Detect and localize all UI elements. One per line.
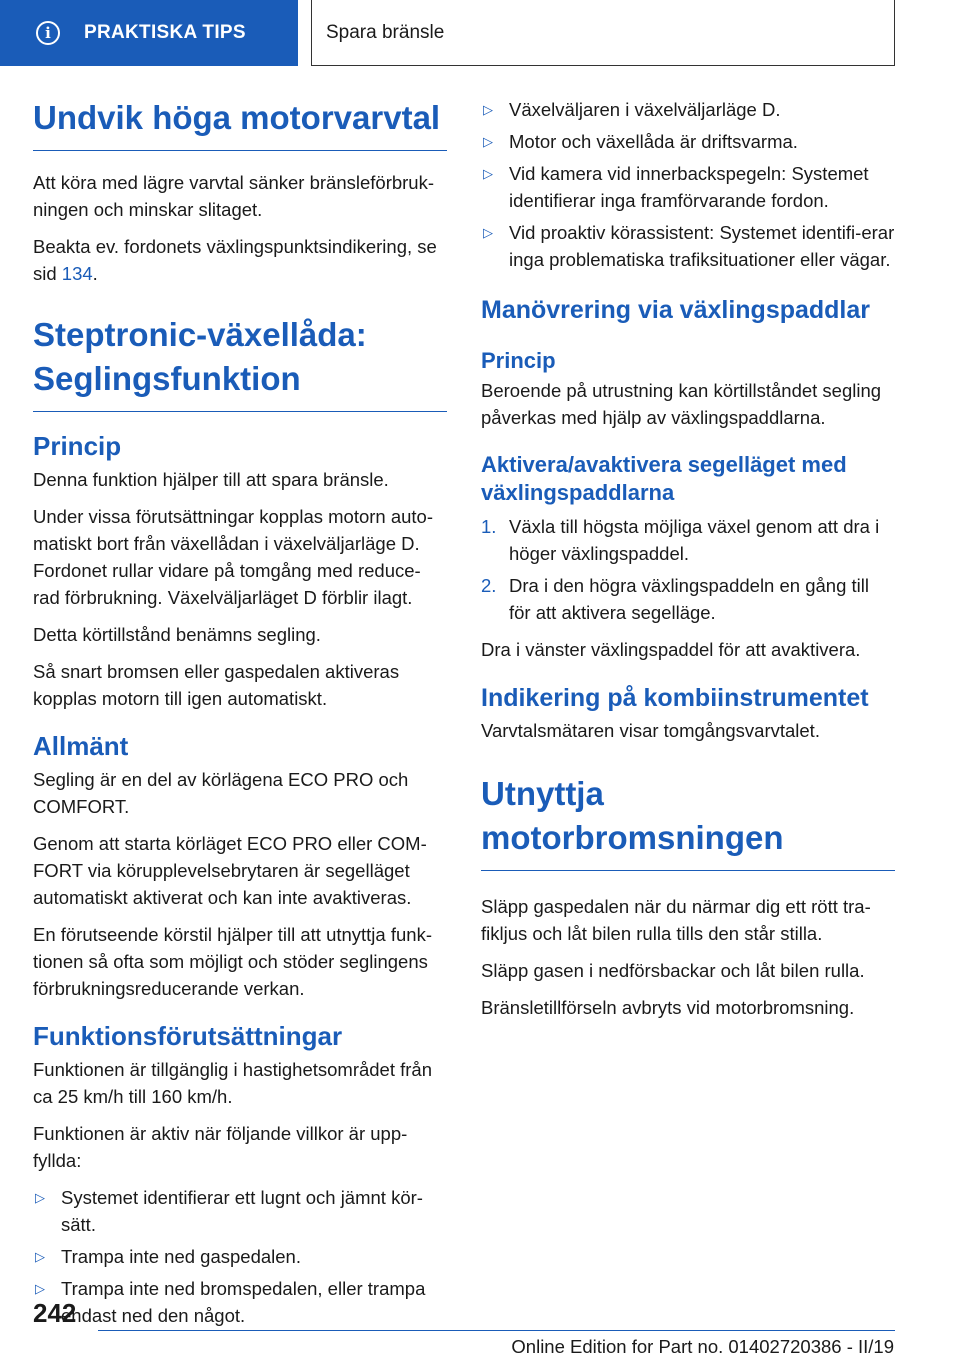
section-title-steptronic: Steptronic-växellåda: Seglingsfunktion [33,316,367,397]
condition-list-continued [481,96,895,273]
title-rule [481,870,895,871]
list-item-text: Trampa inte ned bromspedalen, eller trampa endast ned den något. [61,1278,426,1326]
triangle-bullet-icon: ▷ [35,1249,45,1264]
section-title-undvik: Undvik höga motorvarvtal [33,99,441,136]
condition-list [33,1184,447,1329]
list-item [33,1243,447,1270]
paragraph: En förutseende körstil hjälper till att utnyttja funk-tionen så ofta som möjligt och stöder seglingens förbrukningsreducerande verkan. [33,924,432,999]
list-item-text: Motor och växellåda är driftsvarma. [509,131,798,152]
paragraph: Släpp gaspedalen när du närmar dig ett rött tra-fikljus och låt bilen rulla tills den står stilla. [481,896,871,944]
paragraph: Genom att starta körläget ECO PRO eller COM-FORT via körupplevelsebrytaren är segelläget automatiskt aktiverat och kan inte avaktiveras. [33,833,427,908]
title-rule [33,150,447,151]
paragraph-with-link [33,233,447,287]
page-number: 242 [33,1298,77,1328]
list-item-text: Trampa inte ned gaspedalen. [61,1246,301,1267]
subheading-princip: Princip [33,431,122,461]
list-item-text: Systemet identifierar ett lugnt och jämnt kör-sätt. [61,1187,423,1235]
triangle-bullet-icon: ▷ [35,1190,45,1205]
edition-text: Online Edition for Part no. 01402720386 - II/19 [511,1336,894,1357]
triangle-bullet-icon: ▷ [35,1281,45,1296]
paragraph-end: . [92,263,98,284]
right-column [481,96,895,1031]
step-text: Växla till högsta möjliga växel genom att dra i höger växlingspaddel. [509,516,880,564]
step-item [481,513,895,567]
paragraph: Denna funktion hjälper till att spara bränsle. [33,469,389,490]
footer-rule [98,1330,895,1331]
subheading-funktionsforutsattningar: Funktionsförutsättningar [33,1021,343,1051]
paragraph: Släpp gasen i nedförsbackar och låt bilen rulla. [481,960,865,981]
step-text: Dra i den högra växlingspaddeln en gång till för att aktivera segelläge. [509,575,869,623]
paragraph: Varvtalsmätaren visar tomgångsvarvtalet. [481,720,820,741]
list-item [481,160,895,214]
info-icon: i [36,21,60,45]
triangle-bullet-icon: ▷ [483,102,493,117]
list-item-text: Vid kamera vid innerbackspegeln: Systemet identifierar inga framförvarande fordon. [509,163,869,211]
paragraph: Att köra med lägre varvtal sänker bränsleförbruk-ningen och minskar slitaget. [33,172,435,220]
header-section [311,0,895,66]
step-number: 1. [481,516,497,537]
list-item [481,219,895,273]
paragraph: Funktionen är tillgänglig i hastighetsområdet från ca 25 km/h till 160 km/h. [33,1059,433,1107]
header-section-label: Spara bränsle [326,21,445,43]
paragraph: Under vissa förutsättningar kopplas motorn auto-matiskt bort från växellådan i växelväljarläge D. Fordonet rullar vidare på tomgång med reduce-rad förbrukning. Växelväljarläget D förblir ilagt. [33,506,434,608]
triangle-bullet-icon: ▷ [483,134,493,149]
paragraph: Så snart bromsen eller gaspedalen aktiveras kopplas motorn till igen automatiskt. [33,661,400,709]
paragraph: Dra i vänster växlingspaddel för att avaktivera. [481,639,861,660]
triangle-bullet-icon: ▷ [483,225,493,240]
left-column [33,96,447,1339]
section-title-utnyttja: Utnyttja motorbromsningen [481,775,784,856]
paragraph: Beroende på utrustning kan körtillståndet segling påverkas med hjälp av växlingspaddlarna. [481,380,882,428]
subheading-manovrering: Manövrering via växlingspaddlar [481,296,871,324]
header-tab-label: PRAKTISKA TIPS [84,22,246,43]
list-item-text: Vid proaktiv körassistent: Systemet identifi-erar inga problematiska trafiksituationer eller vägar. [509,222,895,270]
subheading-allmant: Allmänt [33,731,129,761]
paragraph: Bränsletillförseln avbryts vid motorbromsning. [481,997,855,1018]
step-number: 2. [481,575,497,596]
subheading-aktivera: Aktivera/avaktivera segelläget med växlingspaddlarna [481,452,847,505]
list-item [33,1275,447,1329]
triangle-bullet-icon: ▷ [483,166,493,181]
paragraph: Funktionen är aktiv när följande villkor är upp-fyllda: [33,1123,408,1171]
page-link[interactable]: 134 [61,263,93,284]
steps-list [481,513,895,626]
list-item-text: Växelväljaren i växelväljarläge D. [509,99,781,120]
subheading-indikering: Indikering på kombiinstrumentet [481,684,869,712]
header-tab[interactable] [0,0,298,66]
title-rule [33,411,447,412]
paragraph-text: Beakta ev. fordonets växlingspunktsindikering, se sid [33,236,437,284]
list-item [33,1184,447,1238]
subheading-princip-paddlar: Princip [481,348,556,373]
list-item [481,128,895,155]
list-item [481,96,895,123]
paragraph: Detta körtillstånd benämns segling. [33,624,321,645]
paragraph: Segling är en del av körlägena ECO PRO och COMFORT. [33,769,409,817]
step-item [481,572,895,626]
